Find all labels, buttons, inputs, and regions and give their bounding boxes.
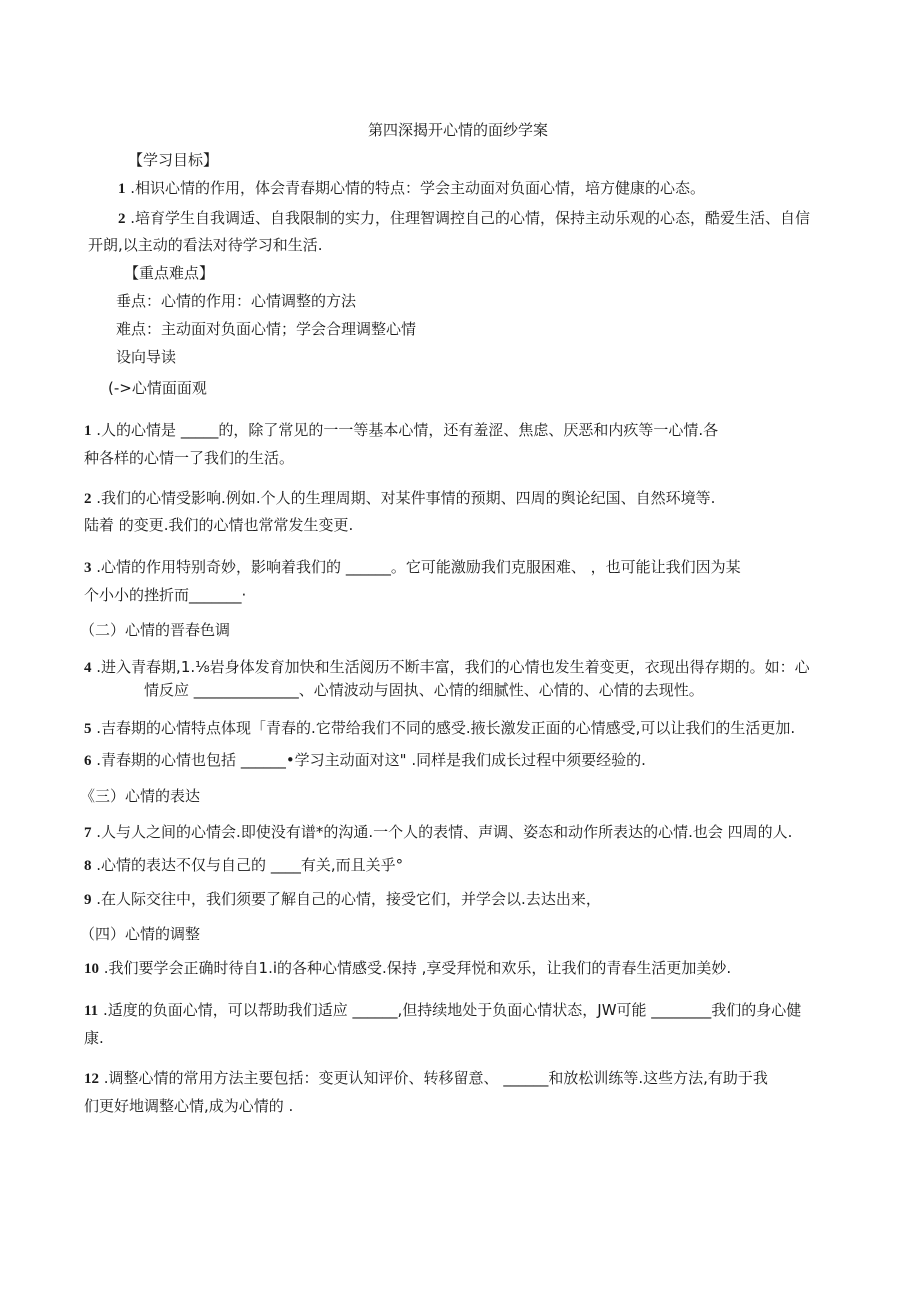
question-8 (84, 855, 403, 876)
question-6-text-a: .青春期的心情也包括 ______•学习主动面对这" .同样是我们成长过程中须要经验的. (96, 751, 646, 769)
question-5 (84, 718, 795, 739)
question-6 (84, 750, 646, 771)
question-8-text-a: .心情的表达不仅与自己的 ____有关,而且关乎° (96, 856, 404, 874)
question-12 (84, 1068, 768, 1089)
question-7-number: 7 (84, 825, 92, 841)
question-3-continued: 个小小的挫折而_______· (84, 586, 247, 604)
question-1-number: 1 (84, 423, 92, 439)
question-5-text-a: .吉春期的心情特点体现「青春的.它带给我们不同的感受.掖长激发正面的心情感受,可以让我们的生活更加. (96, 719, 796, 737)
question-7-text-a: .人与人之间的心情会.即使没有谱*的沟通.一个人的表情、声调、姿态和动作所表达的心情.也会 四周的人. (96, 823, 793, 841)
question-3-number: 3 (84, 560, 92, 576)
question-2-continued: 陆着 的变更.我们的心情也常常发生变更. (84, 516, 354, 534)
goal-2-text-a: .培育学生自我调适、自我限制的实力，住理智调控自己的心情，保持主动乐观的心态，酷爱生活、自信 (130, 209, 811, 227)
question-6-number: 6 (84, 753, 92, 769)
question-11-text-a: .适度的负面心情，可以帮助我们适应 ______,但持续地处于负面心情状态，JW可能 ________我们的身心健 (102, 1001, 802, 1019)
question-2-number: 2 (84, 491, 92, 507)
question-9-text-a: .在人际交往中，我们须要了解自己的心情，接受它们，并学会以.去达出来， (96, 890, 601, 908)
question-10 (84, 958, 731, 979)
section-3-heading: 《三）心情的表达 (80, 787, 201, 805)
question-10-text-a: .我们要学会正确时待自1.i的各种心情感受.保持 ,享受拜悦和欢乐，让我们的青春生活更加美妙. (103, 959, 732, 977)
question-12-number: 12 (84, 1071, 99, 1087)
question-8-number: 8 (84, 858, 92, 874)
question-11 (84, 1000, 801, 1021)
question-2 (84, 488, 715, 509)
document-title: 第四深揭开心情的面纱学案 (368, 121, 549, 139)
question-2-text-a: .我们的心情受影响.例如.个人的生理周期、对某件事情的预期、四周的舆论纪国、自然环境等. (96, 489, 716, 507)
section-2-heading: （二）心情的晋春色调 (80, 621, 231, 639)
question-12-text-a: .调整心情的常用方法主要包括：变更认知评价、转移留意、 ______和放松训练等.这些方法,有助于我 (103, 1069, 768, 1087)
question-9-number: 9 (84, 892, 92, 908)
question-4-number: 4 (84, 660, 92, 676)
question-7 (84, 822, 792, 843)
question-4-text-a: .进入青春期,1.⅛岩身体发育加快和生活阅历不断丰富，我们的心情也发生着变更，衣现出得存期的。如：心 (96, 658, 810, 676)
difficult-point: 难点：主动面对负面心情；学会合理调整心情 (116, 320, 417, 338)
goal-2-number: 2 (118, 211, 126, 227)
question-4 (84, 657, 810, 678)
goals-heading: 【学习目标】 (128, 151, 219, 169)
key-point: 垂点：心情的作用：心情调整的方法 (116, 292, 357, 310)
section-1-heading: (->心情面面观 (108, 379, 207, 397)
key-heading: 【重点难点】 (124, 264, 215, 282)
question-11-number: 11 (84, 1003, 99, 1019)
question-1 (84, 420, 718, 441)
question-12-continued: 们更好地调整心情,成为心情的 . (84, 1097, 294, 1115)
question-1-text-a: .人的心情是 _____的，除了常见的一一等基本心情，还有羞涩、焦虑、厌恶和内疚等一心情.各 (96, 421, 719, 439)
question-4-continued: 情反应 ______________、心情波动与固执、心情的细腻性、心情的、心情的去现性。 (144, 681, 704, 699)
question-1-continued: 种各样的心情一了我们的生活。 (84, 449, 295, 467)
goal-2 (118, 208, 810, 229)
question-5-number: 5 (84, 721, 92, 737)
question-10-number: 10 (84, 961, 99, 977)
question-3 (84, 557, 741, 578)
question-3-text-a: .心情的作用特别奇妙，影响着我们的 ______。它可能激励我们克服困难、 ，也可能让我们因为某 (96, 558, 741, 576)
goal-1 (118, 178, 705, 199)
section-4-heading: （四）心情的调整 (80, 925, 201, 943)
goal-1-number: 1 (118, 181, 126, 197)
goal-1-text: .相识心情的作用，体会青春期心情的特点：学会主动面对负面心情，培方健康的心态。 (130, 179, 706, 197)
goal-2-continued: 开朗,以主动的看法对待学习和生活. (88, 236, 323, 254)
guide-heading: 设向导读 (116, 348, 177, 366)
question-9 (84, 889, 601, 910)
question-11-continued: 康. (84, 1029, 104, 1047)
